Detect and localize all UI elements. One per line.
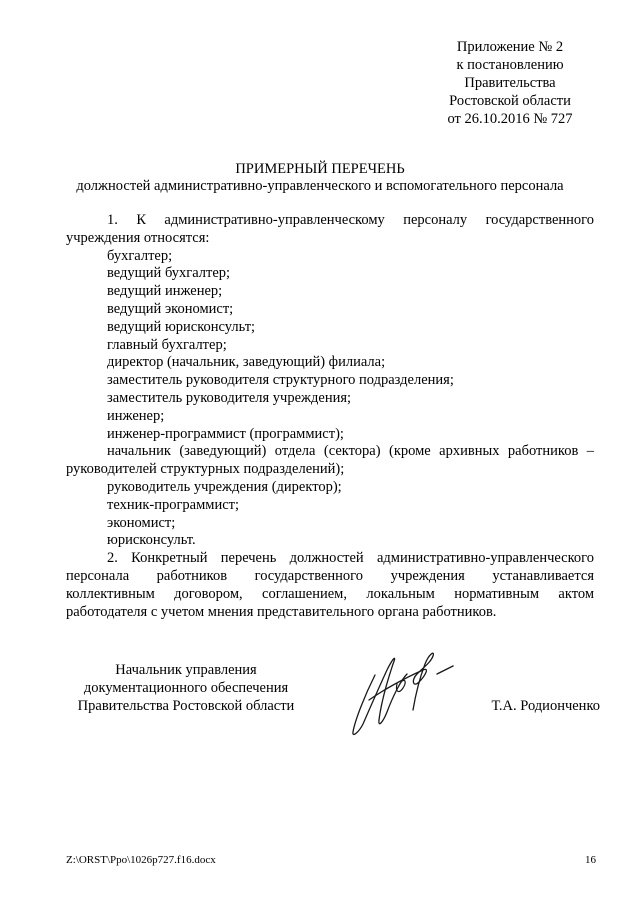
page-number: 16 xyxy=(585,854,596,866)
annex-header xyxy=(410,38,610,128)
list-item-long-line: руководителей структурных подразделений); xyxy=(66,461,345,478)
section2-line: персонала работников государственного учреждения устанавливается xyxy=(66,567,594,584)
annex-line: Приложение № 2 xyxy=(456,39,564,55)
list-item: ведущий юрисконсульт; xyxy=(107,318,256,335)
section2-line: работодателя с учетом мнения представительного органа работников. xyxy=(66,603,497,620)
section1-intro-line: 1. К административно-управленческому персоналу государственного xyxy=(107,212,594,228)
section2-line: коллективным договором, соглашением, локальным нормативным актом xyxy=(66,585,594,602)
list-item: юрисконсульт. xyxy=(107,532,196,549)
list-item: ведущий экономист; xyxy=(107,300,234,317)
footer-file-path: Z:\ORST\Ppo\1026p727.f16.docx xyxy=(66,854,216,866)
list-item: экономист; xyxy=(107,514,176,531)
list-item: директор (начальник, заведующий) филиала; xyxy=(107,354,386,371)
list-item: руководитель учреждения (директор); xyxy=(107,478,342,495)
document-subtitle: должностей административно-управленческого и вспомогательного персонала xyxy=(76,178,564,194)
signatory-position-line: документационного обеспечения xyxy=(83,680,289,696)
annex-line: от 26.10.2016 № 727 xyxy=(447,111,573,127)
signatory-position xyxy=(66,661,306,715)
annex-line: Правительства xyxy=(464,75,556,91)
signatory-position-line: Правительства Ростовской области xyxy=(77,698,295,714)
section2-line: 2. Конкретный перечень должностей административно-управленческого xyxy=(107,550,594,567)
signatory-position-line: Начальник управления xyxy=(115,662,257,678)
list-item-long-line: начальник (заведующий) отдела (сектора) (кроме архивных работников – xyxy=(107,443,594,460)
list-item: главный бухгалтер; xyxy=(107,336,227,353)
list-item: инженер-программист (программист); xyxy=(107,425,344,442)
section1-intro-line: учреждения относятся: xyxy=(66,229,210,246)
list-item: бухгалтер; xyxy=(107,247,173,264)
annex-line: Ростовской области xyxy=(449,93,571,109)
annex-line: к постановлению xyxy=(456,57,564,73)
list-item: инженер; xyxy=(107,407,165,424)
document-body xyxy=(66,212,594,621)
list-item: техник-программист; xyxy=(107,496,240,513)
handwritten-signature xyxy=(335,640,460,740)
list-item: ведущий бухгалтер; xyxy=(107,265,231,282)
document-title: ПРИМЕРНЫЙ ПЕРЕЧЕНЬ xyxy=(235,161,405,177)
list-item: заместитель руководителя структурного подразделения; xyxy=(107,372,454,389)
list-item: заместитель руководителя учреждения; xyxy=(107,389,352,406)
list-item: ведущий инженер; xyxy=(107,283,223,300)
signatory-name: Т.А. Родионченко xyxy=(491,698,600,714)
